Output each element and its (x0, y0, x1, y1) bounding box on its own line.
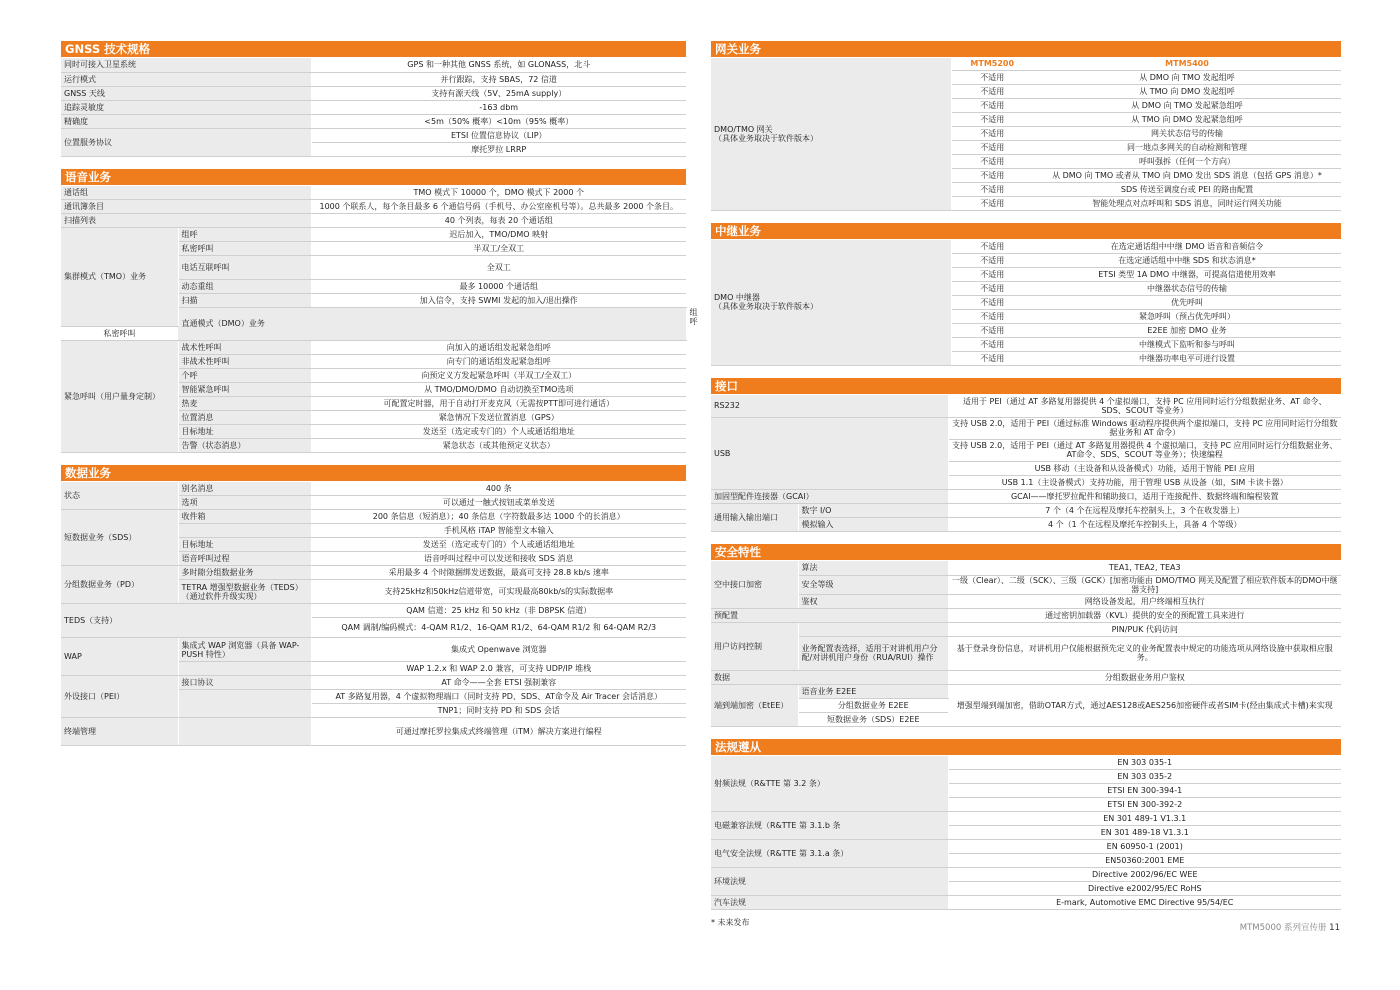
spec-value: USB 1.1（主设备模式）支持功能，用于管理 USB 从设备（如，SIM 卡读卡器） (948, 475, 1341, 489)
spec-value: 基于登录身份信息，对讲机用户仅能根据预先定义的业务配置表中规定的功能选项从网络设施中获取相应服务。 (948, 636, 1341, 670)
spec-value: QAM 信道：25 kHz 和 50 kHz（非 D8PSK 信道） (311, 604, 686, 618)
spec-label: 语音呼叫过程 (178, 552, 311, 566)
spec-table (711, 395, 1341, 504)
spec-value: GCAI——摩托罗拉配件和辅助接口，适用于连接配件、数据终端和编程装置 (948, 489, 1341, 503)
spec-label: 目标地址 (178, 538, 311, 552)
spec-value: 可以通过一触式按钮或菜单发送 (311, 496, 686, 510)
section-security (711, 544, 1341, 727)
spec-value: 短数据业务（SDS）E2EE (798, 712, 948, 726)
spec-value: 中继器功率电平可进行设置 (1033, 352, 1341, 366)
spec-label: 状态 (61, 482, 178, 510)
table-row (711, 561, 1341, 575)
spec-label: 智能紧急呼叫 (178, 382, 311, 396)
spec-value: 不适用 (951, 310, 1033, 324)
repeater-label: DMO 中继器 （具体业务取决于软件版本） (711, 240, 951, 366)
spec-label: 组呼 (178, 228, 311, 242)
spec-value: ETSI EN 300-392-2 (948, 798, 1341, 812)
spec-value: Directive e2002/95/EC RoHS (948, 882, 1341, 896)
spec-value: 紧急情况下发送位置消息（GPS） (311, 410, 686, 424)
spec-value: 400 条 (311, 482, 686, 496)
spec-table (711, 561, 1341, 727)
spec-label: 加固型配件连接器（GCAI） (711, 489, 948, 503)
spec-label: 动态重组 (178, 280, 311, 294)
spec-label: 非战术性呼叫 (178, 354, 311, 368)
spec-value: EN 301 489-18 V1.3.1 (948, 826, 1341, 840)
spec-value: 加入信令，支持 SWMI 发起的加入/退出操作 (311, 294, 686, 308)
table-row (61, 72, 686, 86)
table-row: 直通模式（DMO）业务 组呼 (61, 308, 686, 327)
spec-label: 环境法规 (711, 868, 948, 896)
gateway-label: DMO/TMO 网关 （具体业务取决于软件版本） (711, 58, 951, 210)
spec-value: 私密呼叫 (61, 326, 178, 340)
table-row (61, 510, 686, 524)
spec-value: 不适用 (951, 140, 1033, 154)
spec-value: E-mark, Automotive EMC Directive 95/54/EC (948, 896, 1341, 910)
table-row (711, 812, 1341, 826)
spec-value: 不适用 (951, 154, 1033, 168)
spec-value: 发送至（选定或专门的）个人或通话组地址 (311, 538, 686, 552)
spec-label: 语音业务 E2EE (798, 684, 948, 698)
section-title: 安全特性 (711, 544, 1341, 560)
spec-value: 从 DMO 向 TMO 发起紧急组呼 (1033, 98, 1341, 112)
spec-label (178, 524, 311, 538)
spec-label: 收件箱 (178, 510, 311, 524)
spec-value: 在选定通话组中中继 SDS 和状态消息* (1033, 254, 1341, 268)
table-row (711, 622, 1341, 636)
spec-label: 通讯簿条目 (61, 200, 311, 214)
spec-value: 智能处理点对点呼叫和 SDS 消息，同时运行网关功能 (1033, 196, 1341, 210)
spec-value: 向预定义方发起紧急呼叫（半双工/全双工） (311, 368, 686, 382)
footnote: * 未来发布 (711, 918, 750, 927)
model-mtm5400: MTM5400 (1033, 58, 1341, 70)
spec-value: 中继模式下监听和参与呼叫 (1033, 338, 1341, 352)
spec-value: 可通过摩托罗拉集成式终端管理（iTM）解决方案进行编程 (311, 718, 686, 746)
section-gateway (711, 41, 1341, 211)
table-row (61, 186, 686, 200)
table-row (61, 200, 686, 214)
spec-value: PIN/PUK 代码访问 (948, 622, 1341, 636)
spec-label (178, 718, 311, 746)
spec-value: EN 60950-1 (2001) (948, 840, 1341, 854)
table-row (711, 575, 1341, 594)
spec-label: 射频法规（R&TTE 第 3.2 条） (711, 756, 948, 812)
spec-value: 不适用 (951, 70, 1033, 84)
section-2 (61, 465, 686, 747)
spec-label: 扫描 (178, 294, 311, 308)
table-row (711, 489, 1341, 503)
spec-table (61, 58, 686, 157)
spec-label: 战术性呼叫 (178, 340, 311, 354)
table-row (711, 518, 1341, 532)
spec-label: 热麦 (178, 396, 311, 410)
section-1 (61, 169, 698, 453)
io-label: 通用输入输出端口 (711, 504, 798, 532)
spec-value: 支持有源天线（5V、25mA supply） (311, 86, 686, 100)
spec-label: 精确度 (61, 114, 311, 128)
spec-label: 位置服务协议 (61, 128, 311, 156)
spec-value: 紧急状态（或其他预定义状态） (311, 438, 686, 452)
spec-value: 不适用 (951, 268, 1033, 282)
spec-value: 从 TMO/DMO/DMO 自动切换至TMO选项 (311, 382, 686, 396)
spec-value: 不适用 (951, 126, 1033, 140)
spec-value: 适用于 PEI（通过 AT 多路复用器提供 4 个虚拟端口，支持 PC 应用同时运行分组数据业务、AT 命令、SDS、SCOUT 等业务） (948, 395, 1341, 417)
spec-value: 呼叫强拆（任何一个方向） (1033, 154, 1341, 168)
spec-label: 直通模式（DMO）业务 (178, 308, 686, 341)
spec-value: <5m（50% 概率）<10m（95% 概率） (311, 114, 686, 128)
spec-value: -163 dbm (311, 100, 686, 114)
io-digital-label: 数字 I/O (798, 504, 948, 518)
spec-value: 集成式 Openwave 浏览器 (311, 638, 686, 662)
spec-label: 预配置 (711, 608, 948, 622)
spec-table (61, 482, 686, 747)
spec-label: 端到端加密（EtEE） (711, 684, 798, 726)
spec-value: 通过密钥加载器（KVL）提供的安全的预配置工具来进行 (948, 608, 1341, 622)
spec-value: 手机风格 iTAP 智能型文本输入 (311, 524, 686, 538)
spec-value: TMO 模式下 10000 个，DMO 模式下 2000 个 (311, 186, 686, 200)
table-row (711, 504, 1341, 518)
spec-value: 不适用 (951, 112, 1033, 126)
table-row (61, 228, 686, 242)
left-column (61, 41, 698, 758)
section-title: 法规遵从 (711, 739, 1341, 755)
brochure-title: MTM5000 系列宣传册 (1239, 923, 1327, 933)
spec-value: 中继器状态信号的传输 (1033, 282, 1341, 296)
spec-value: 并行跟踪，支持 SBAS，72 信道 (311, 72, 686, 86)
spec-value: 1000 个联系人，每个条目最多 6 个通信号码（手机号、办公室座机号等）。总共最多 2000 个条目。 (311, 200, 686, 214)
table-row (61, 340, 686, 354)
spec-value: EN 303 035-2 (948, 770, 1341, 784)
spec-value: USB 移动（主设备和从设备模式）功能，适用于智能 PEI 应用 (948, 461, 1341, 475)
page-footer (1240, 921, 1340, 933)
spec-label (178, 690, 311, 718)
spec-value: 优先呼叫 (1033, 296, 1341, 310)
spec-value: 不适用 (951, 296, 1033, 310)
spec-label: 集群模式（TMO）业务 (61, 228, 178, 327)
spec-value: 一级（Clear）、二级（SCK）、三级（GCK）[加密功能由 DMO/TMO 网关及配置了相应软件版本的DMO中继器支持] (948, 575, 1341, 594)
spec-label: 安全等级 (798, 575, 948, 594)
spec-label: 数据 (711, 670, 948, 684)
spec-value: 语音呼叫过程中可以发送和接收 SDS 消息 (311, 552, 686, 566)
table-row (61, 482, 686, 496)
spec-label: 接口协议 (178, 676, 311, 690)
spec-value: TNP1；同时支持 PD 和 SDS 会话 (311, 704, 686, 718)
spec-value: 分组数据业务 E2EE (798, 698, 948, 712)
spec-value: Directive 2002/96/EC WEE (948, 868, 1341, 882)
spec-value: ETSI EN 300-394-1 (948, 784, 1341, 798)
spec-value: 向加入的通话组发起紧急组呼 (311, 340, 686, 354)
table-row (61, 100, 686, 114)
spec-value: AT 命令——全套 ETSI 强制兼容 (311, 676, 686, 690)
table-row (711, 594, 1341, 608)
spec-label: WAP (61, 638, 178, 676)
spec-label: GNSS 天线 (61, 86, 311, 100)
spec-value: 不适用 (951, 182, 1033, 196)
spec-label: 私密呼叫 (178, 242, 311, 256)
spec-value: 支持 USB 2.0，适用于 PEI（通过标准 Windows 驱动程序提供两个虚拟端口，支持 PC 应用同时运行分组数据业务和 AT 命令） (948, 417, 1341, 439)
table-row (711, 395, 1341, 417)
spec-value: QAM 调制/编码模式：4-QAM R1/2、16-QAM R1/2、64-QAM R1/2 和 64-QAM R2/3 (311, 618, 686, 638)
spec-label: 算法 (798, 561, 948, 575)
io-table (711, 504, 1341, 533)
table-row (711, 58, 1341, 70)
table-row (711, 240, 1341, 254)
spec-label: 鉴权 (798, 594, 948, 608)
spec-value: E2EE 加密 DMO 业务 (1033, 324, 1341, 338)
page-number: 11 (1329, 923, 1340, 933)
spec-value: 分组数据业务用户鉴权 (948, 670, 1341, 684)
table-row (61, 604, 686, 618)
section-repeater (711, 223, 1341, 367)
spec-value: 采用最多 4 个时隙捆绑发送数据，最高可支持 28.8 kb/s 速率 (311, 566, 686, 580)
spec-label: 选项 (178, 496, 311, 510)
spec-value: 支持25kHz和50kHz信道带宽，可实现最高80kb/s的实际数据率 (311, 580, 686, 604)
spec-label: 集成式 WAP 浏览器（具备 WAP-PUSH 特性） (178, 638, 311, 662)
spec-label (798, 622, 948, 636)
spec-value: EN50360:2001 EME (948, 854, 1341, 868)
section-interface (711, 378, 1341, 532)
spec-value: 全双工 (311, 256, 686, 280)
spec-value: AT 多路复用器，4 个虚拟物理端口（同时支持 PD、SDS、AT命令及 Air Tracer 会话消息） (311, 690, 686, 704)
section-title: 数据业务 (61, 465, 686, 481)
section-title: 网关业务 (711, 41, 1341, 57)
spec-label: 多时隙分组数据业务 (178, 566, 311, 580)
spec-value: 不适用 (951, 196, 1033, 210)
section-compliance (711, 739, 1341, 911)
spec-label: 紧急呼叫（用户量身定制） (61, 340, 178, 452)
table-row (711, 684, 1341, 698)
spec-value: 同一地点多网关的自动检测和管理 (1033, 140, 1341, 154)
spec-value: 向专门的通话组发起紧急组呼 (311, 354, 686, 368)
repeater-table (711, 240, 1341, 367)
spec-label (178, 662, 311, 676)
table-row (711, 840, 1341, 854)
spec-value: EN 301 489-1 V1.3.1 (948, 812, 1341, 826)
spec-value: 不适用 (951, 352, 1033, 366)
spec-value: 从 TMO 向 DMO 发起紧急组呼 (1033, 112, 1341, 126)
spec-value: 200 条信息（短消息）；40 条信息（字符数最多达 1000 个的长消息） (311, 510, 686, 524)
spec-value: 摩托罗拉 LRRP (311, 142, 686, 156)
spec-value: 发送至（选定或专门的）个人或通话组地址 (311, 424, 686, 438)
io-analog-value: 4 个（1 个在远程及摩托车控制头上，具备 4 个等级） (948, 518, 1341, 532)
table-row (61, 128, 686, 142)
spec-label: 汽车法规 (711, 896, 948, 910)
model-mtm5200: MTM5200 (951, 58, 1033, 70)
spec-value: 不适用 (951, 240, 1033, 254)
spec-label: 终端管理 (61, 718, 178, 746)
table-row (711, 417, 1341, 439)
spec-value: 支持 USB 2.0，适用于 PEI（通过 AT 多路复用器提供 4 个虚拟端口，支持 PC 应用同时运行分组数据业务、AT命令、SDS、SCOUT 等业务）；快速编程 (948, 439, 1341, 461)
spec-value: 增强型端到端加密，借助OTAR方式，通过AES128或AES256加密硬件或者SIM卡(经由集成式卡槽)来实现 (948, 684, 1341, 726)
spec-label: 告警（状态消息） (178, 438, 311, 452)
table-row (711, 636, 1341, 670)
spec-value: 最多 10000 个通话组 (311, 280, 686, 294)
spec-label: 业务配置表选择，适用于对讲机用户分配/对讲机用户身份（RUA/RUI）操作 (798, 636, 948, 670)
spec-table (711, 756, 1341, 911)
spec-label: 别名消息 (178, 482, 311, 496)
spec-value: 从 TMO 向 DMO 发起组呼 (1033, 84, 1341, 98)
spec-label: 短数据业务（SDS） (61, 510, 178, 566)
section-0 (61, 41, 686, 157)
spec-value: 可配置定时器，用于自动打开麦克风（无需按PTT即可进行通话） (311, 396, 686, 410)
spec-value: 不适用 (951, 282, 1033, 296)
spec-value: 迟后加入，TMO/DMO 映射 (311, 228, 686, 242)
spec-value: SDS 传送至调度台或 PEI 的路由配置 (1033, 182, 1341, 196)
spec-label: USB (711, 417, 948, 489)
spec-value: ETSI 类型 1A DMO 中继器，可提高信道使用效率 (1033, 268, 1341, 282)
spec-value: 从 DMO 向 TMO 或者从 TMO 向 DMO 发出 SDS 消息（包括 GPS 消息）* (1033, 168, 1341, 182)
right-column (711, 41, 1341, 928)
spec-value: ETSI 位置信息协议（LIP） (311, 128, 686, 142)
spec-label: TEDS（支持） (61, 604, 311, 638)
spec-label: 外设接口（PEI） (61, 676, 178, 718)
table-row (711, 756, 1341, 770)
spec-label: 同时可接入卫星系统 (61, 58, 311, 72)
spec-value: 不适用 (951, 324, 1033, 338)
table-row (61, 58, 686, 72)
spec-value: 不适用 (951, 84, 1033, 98)
table-row (711, 608, 1341, 622)
spec-value: WAP 1.2.x 和 WAP 2.0 兼容，可支持 UDP/IP 堆栈 (311, 662, 686, 676)
table-row (711, 670, 1341, 684)
spec-label: 目标地址 (178, 424, 311, 438)
spec-label: TETRA 增强型数据业务（TEDS）（通过软件升级实现） (178, 580, 311, 604)
spec-label: 空中接口加密 (711, 561, 798, 608)
section-title: 语音业务 (61, 169, 686, 185)
table-row (61, 114, 686, 128)
spec-label: 个呼 (178, 368, 311, 382)
spec-label: 位置消息 (178, 410, 311, 424)
spec-value: GPS 和一种其他 GNSS 系统，如 GLONASS，北斗 (311, 58, 686, 72)
table-row (61, 718, 686, 746)
spec-value: 紧急呼叫（预占优先呼叫） (1033, 310, 1341, 324)
section-title: 中继业务 (711, 223, 1341, 239)
table-row (711, 896, 1341, 910)
spec-value: TEA1, TEA2, TEA3 (948, 561, 1341, 575)
spec-label: 电磁兼容法规（R&TTE 第 3.1.b 条 (711, 812, 948, 840)
spec-table (61, 186, 698, 453)
spec-label: 追踪灵敏度 (61, 100, 311, 114)
spec-value: 在选定通话组中中继 DMO 语音和音频信令 (1033, 240, 1341, 254)
table-row (61, 566, 686, 580)
spec-label: 电话互联呼叫 (178, 256, 311, 280)
table-row (61, 638, 686, 662)
table-row (61, 676, 686, 690)
gateway-table (711, 58, 1341, 211)
spec-label: 电气安全法规（R&TTE 第 3.1.a 条） (711, 840, 948, 868)
spec-value: 不适用 (951, 254, 1033, 268)
spec-label: RS232 (711, 395, 948, 417)
spec-label: 扫描列表 (61, 214, 311, 228)
table-row (711, 868, 1341, 882)
spec-label: 用户访问控制 (711, 622, 798, 670)
spec-value: 网络设备发起，用户终端相互执行 (948, 594, 1341, 608)
table-row (61, 214, 686, 228)
spec-label: 分组数据业务（PD） (61, 566, 178, 604)
spec-value: 网关状态信号的传输 (1033, 126, 1341, 140)
section-title: GNSS 技术规格 (61, 41, 686, 57)
spec-value: 不适用 (951, 168, 1033, 182)
io-digital-value: 7 个（4 个在远程及摩托车控制头上，3 个在收发器上） (948, 504, 1341, 518)
section-title: 接口 (711, 378, 1341, 394)
table-row (61, 86, 686, 100)
spec-label: 通话组 (61, 186, 311, 200)
spec-value: EN 303 035-1 (948, 756, 1341, 770)
io-analog-label: 模拟输入 (798, 518, 948, 532)
spec-value: 从 DMO 向 TMO 发起组呼 (1033, 70, 1341, 84)
spec-value: 半双工/全双工 (311, 242, 686, 256)
spec-value: 不适用 (951, 98, 1033, 112)
spec-label: 运行模式 (61, 72, 311, 86)
spec-value: 40 个列表，每表 20 个通话组 (311, 214, 686, 228)
spec-value: 不适用 (951, 338, 1033, 352)
